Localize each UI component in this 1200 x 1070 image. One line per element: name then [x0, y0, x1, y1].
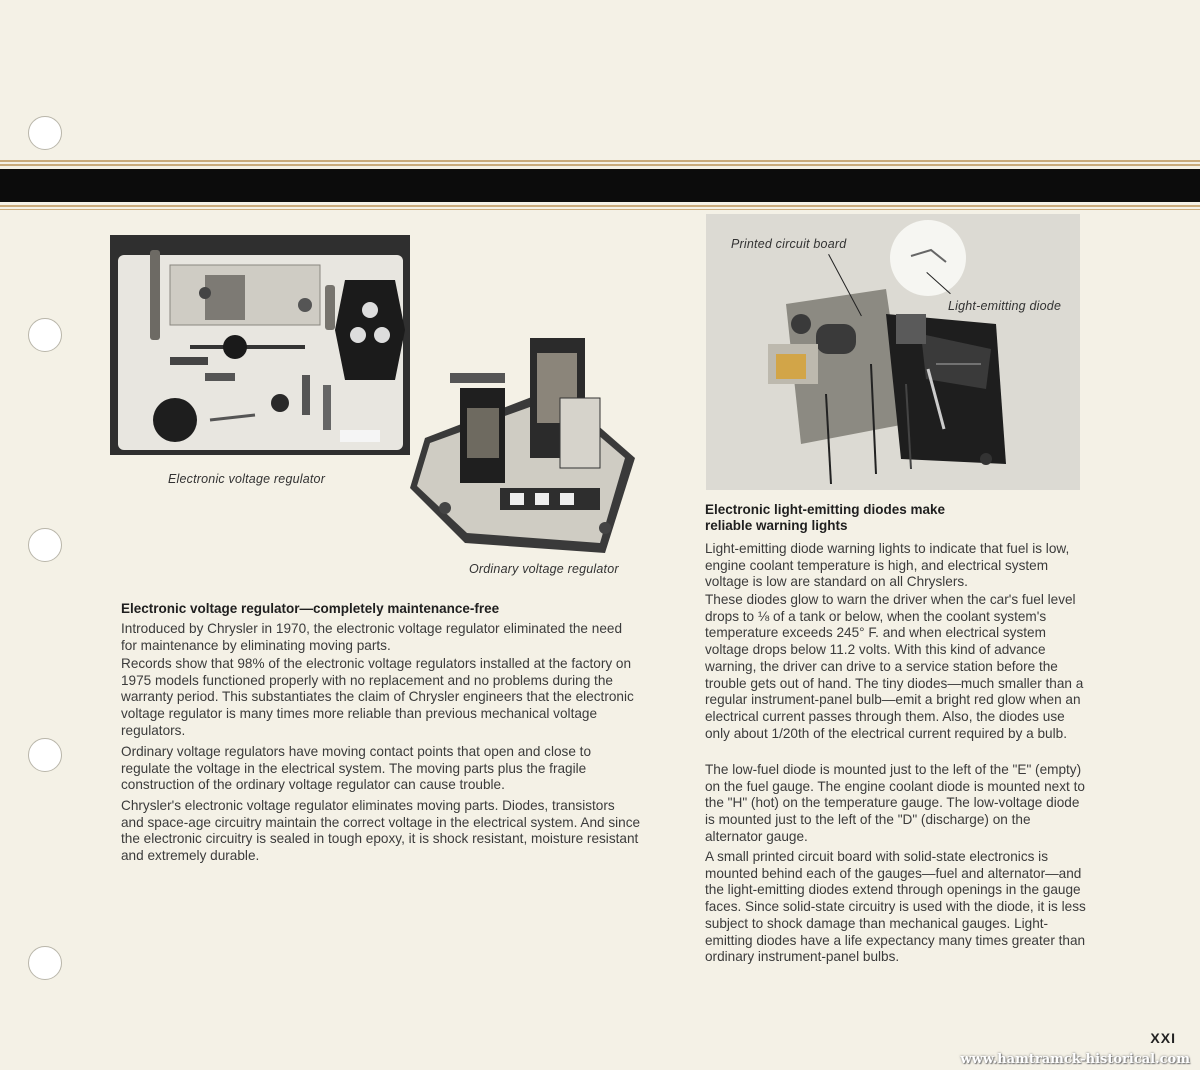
- left-article-paragraph-4: Chrysler's electronic voltage regulator eliminates moving parts. Diodes, transistors and space-age circuitry maintain the correct voltage in the electrical system. And since the electronic circuitry is sealed in tough epoxy, it is shock resistant, moisture resistant and extremely durable.: [121, 798, 641, 864]
- electronic-regulator-illustration: [110, 235, 410, 455]
- watermark: www.hamtramck-historical.com: [960, 1052, 1190, 1067]
- binder-hole-4: [28, 738, 62, 772]
- header-rule-thin-2: [0, 164, 1200, 166]
- binder-hole-1: [28, 116, 62, 150]
- left-article-heading: Electronic voltage regulator—completely maintenance-free: [121, 601, 500, 616]
- right-article-paragraph-4: A small printed circuit board with solid-state electronics is mounted behind each of the gauges—fuel and alternator—and the light-emitting diodes extend through openings in the gauge faces. Since solid-state circuitry is used with the diode, it is less subject to shock damage than mechanical gauges. Light-emitting diodes have a life expectancy many times greater than ordinary instrument-panel bulbs.: [705, 849, 1086, 965]
- right-article-paragraph-2: These diodes glow to warn the driver when the car's fuel level drops to ⅛ of a tank or below, when the coolant system's temperature exceeds 245° F. and when electrical system voltage drops below 11.2 volts. With this kind of advance warning, the driver can drive to a service station before the trouble gets out of hand. The tiny diodes—much smaller than a regular instrument-panel bulb—emit a bright red glow when an electrical current passes through them. Also, the diodes use only about 1/20th of the electrical current required by a bulb.: [705, 592, 1084, 741]
- electronic-regulator-caption: Electronic voltage regulator: [168, 472, 326, 486]
- left-article-paragraph-1: Introduced by Chrysler in 1970, the electronic voltage regulator eliminated the need for maintenance by eliminating moving parts.: [121, 621, 623, 653]
- right-article-paragraph-3: The low-fuel diode is mounted just to the left of the "E" (empty) on the fuel gauge. The engine coolant diode is mounted next to the "H" (hot) on the temperature gauge. The low-voltage diode is mounted just to the left of the "D" (discharge) on the alternator gauge.: [705, 762, 1085, 844]
- electronic-regulator-photo: [110, 235, 410, 455]
- right-article-heading: Electronic light-emitting diodes make reliable warning lights: [705, 502, 946, 533]
- left-article-paragraph-3: Ordinary voltage regulators have moving contact points that open and close to regulate the voltage in the electrical system. The moving parts plus the fragile construction of the ordinary voltage regulator can cause trouble.: [121, 744, 592, 793]
- header-rule-thin-bottom: [0, 209, 1200, 210]
- label-printed-circuit-board: Printed circuit board: [731, 237, 847, 251]
- right-article-paragraph-1: Light-emitting diode warning lights to indicate that fuel is low, engine coolant temperature is high, and electrical system voltage is low are standard on all Chryslers.: [705, 541, 1070, 590]
- binder-hole-2: [28, 318, 62, 352]
- ordinary-regulator-caption: Ordinary voltage regulator: [469, 562, 619, 576]
- header-rule-thin-top: [0, 160, 1200, 162]
- gauge-assembly-illustration: [706, 214, 1080, 490]
- ordinary-regulator-photo: [405, 318, 640, 558]
- binder-hole-5: [28, 946, 62, 980]
- gauge-assembly-photo: [706, 214, 1080, 490]
- ordinary-regulator-illustration: [405, 318, 640, 558]
- header-rule-thin-3: [0, 205, 1200, 207]
- header-band-black: [0, 169, 1200, 202]
- left-article-paragraph-2: Records show that 98% of the electronic voltage regulators installed at the factory on 1975 models functioned properly with no replacement and no problems during the warranty period. This substantiates the claim of Chrysler engineers that the electronic voltage regulator is many times more reliable than previous mechanical voltage regulators.: [121, 656, 634, 738]
- binder-hole-3: [28, 528, 62, 562]
- page-number: XXI: [1150, 1030, 1176, 1046]
- label-light-emitting-diode: Light-emitting diode: [948, 299, 1062, 313]
